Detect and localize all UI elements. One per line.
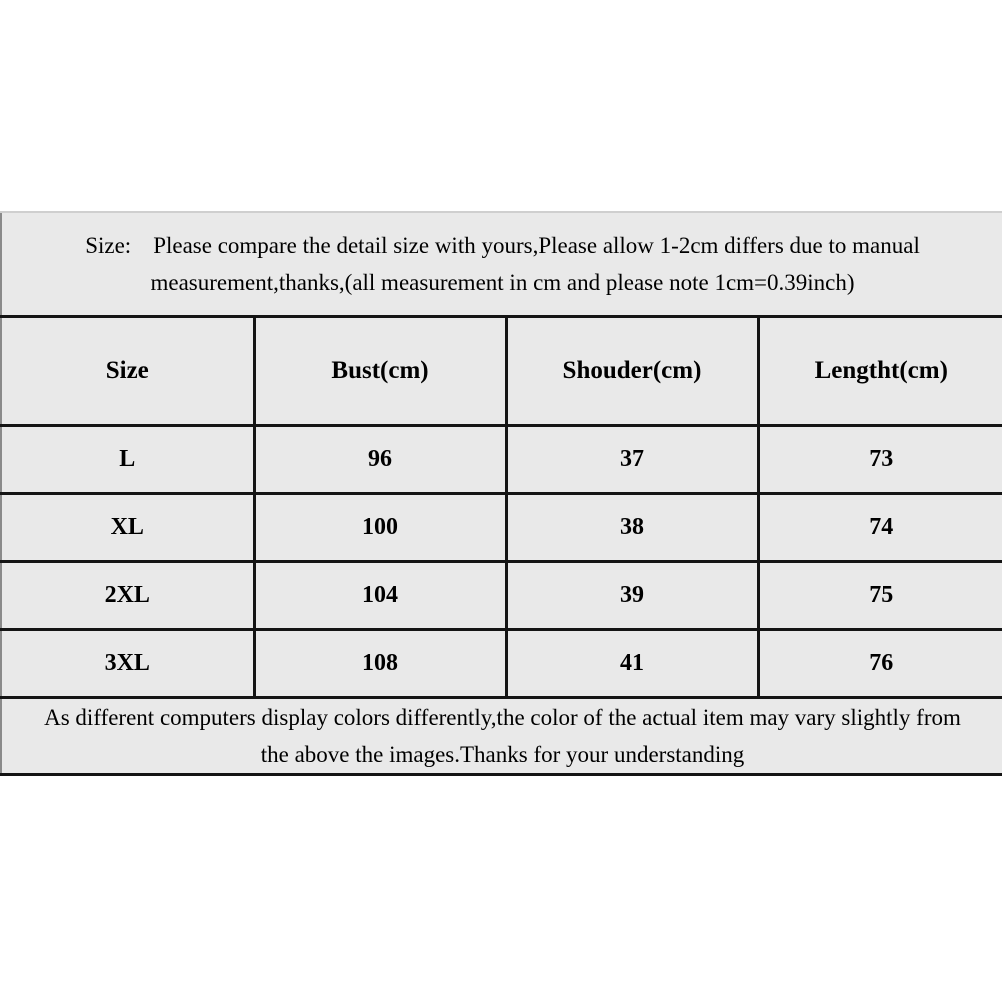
measurement-notice <box>1 212 1002 317</box>
table-cell: XL <box>1 494 254 562</box>
table-cell: L <box>1 426 254 494</box>
disclaimer-line-2: the above the images.Thanks for your understanding <box>260 742 745 767</box>
table-cell: 74 <box>758 494 1002 562</box>
table-cell: 3XL <box>1 630 254 698</box>
table-cell: 75 <box>758 562 1002 630</box>
table-cell: 104 <box>254 562 506 630</box>
table-cell: 76 <box>758 630 1002 698</box>
col-header-shoulder: Shouder(cm) <box>506 317 758 426</box>
size-chart-table <box>0 211 1002 776</box>
notice-row <box>1 212 1002 317</box>
size-label: Size: <box>85 233 132 258</box>
color-disclaimer <box>1 698 1002 775</box>
size-row-2xl <box>1 562 1002 630</box>
table-cell: 37 <box>506 426 758 494</box>
size-row-l <box>1 426 1002 494</box>
table-cell: 38 <box>506 494 758 562</box>
size-chart <box>0 211 1002 776</box>
col-header-length: Lengtht(cm) <box>758 317 1002 426</box>
table-header-row <box>1 317 1002 426</box>
notice-line-1 <box>2 227 1002 264</box>
table-cell: 96 <box>254 426 506 494</box>
table-cell: 73 <box>758 426 1002 494</box>
col-header-bust: Bust(cm) <box>254 317 506 426</box>
size-row-xl <box>1 494 1002 562</box>
disclaimer-row <box>1 698 1002 775</box>
size-row-3xl <box>1 630 1002 698</box>
table-cell: 39 <box>506 562 758 630</box>
table-cell: 100 <box>254 494 506 562</box>
table-cell: 41 <box>506 630 758 698</box>
table-cell: 2XL <box>1 562 254 630</box>
table-cell: 108 <box>254 630 506 698</box>
disclaimer-line-1: As different computers display colors differently,the color of the actual item may vary slightly from <box>44 705 961 730</box>
col-header-size: Size <box>1 317 254 426</box>
notice-line-2: measurement,thanks,(all measurement in cm and please note 1cm=0.39inch) <box>150 270 855 295</box>
notice-text-1: Please compare the detail size with yours,Please allow 1-2cm differs due to manual <box>153 233 920 258</box>
